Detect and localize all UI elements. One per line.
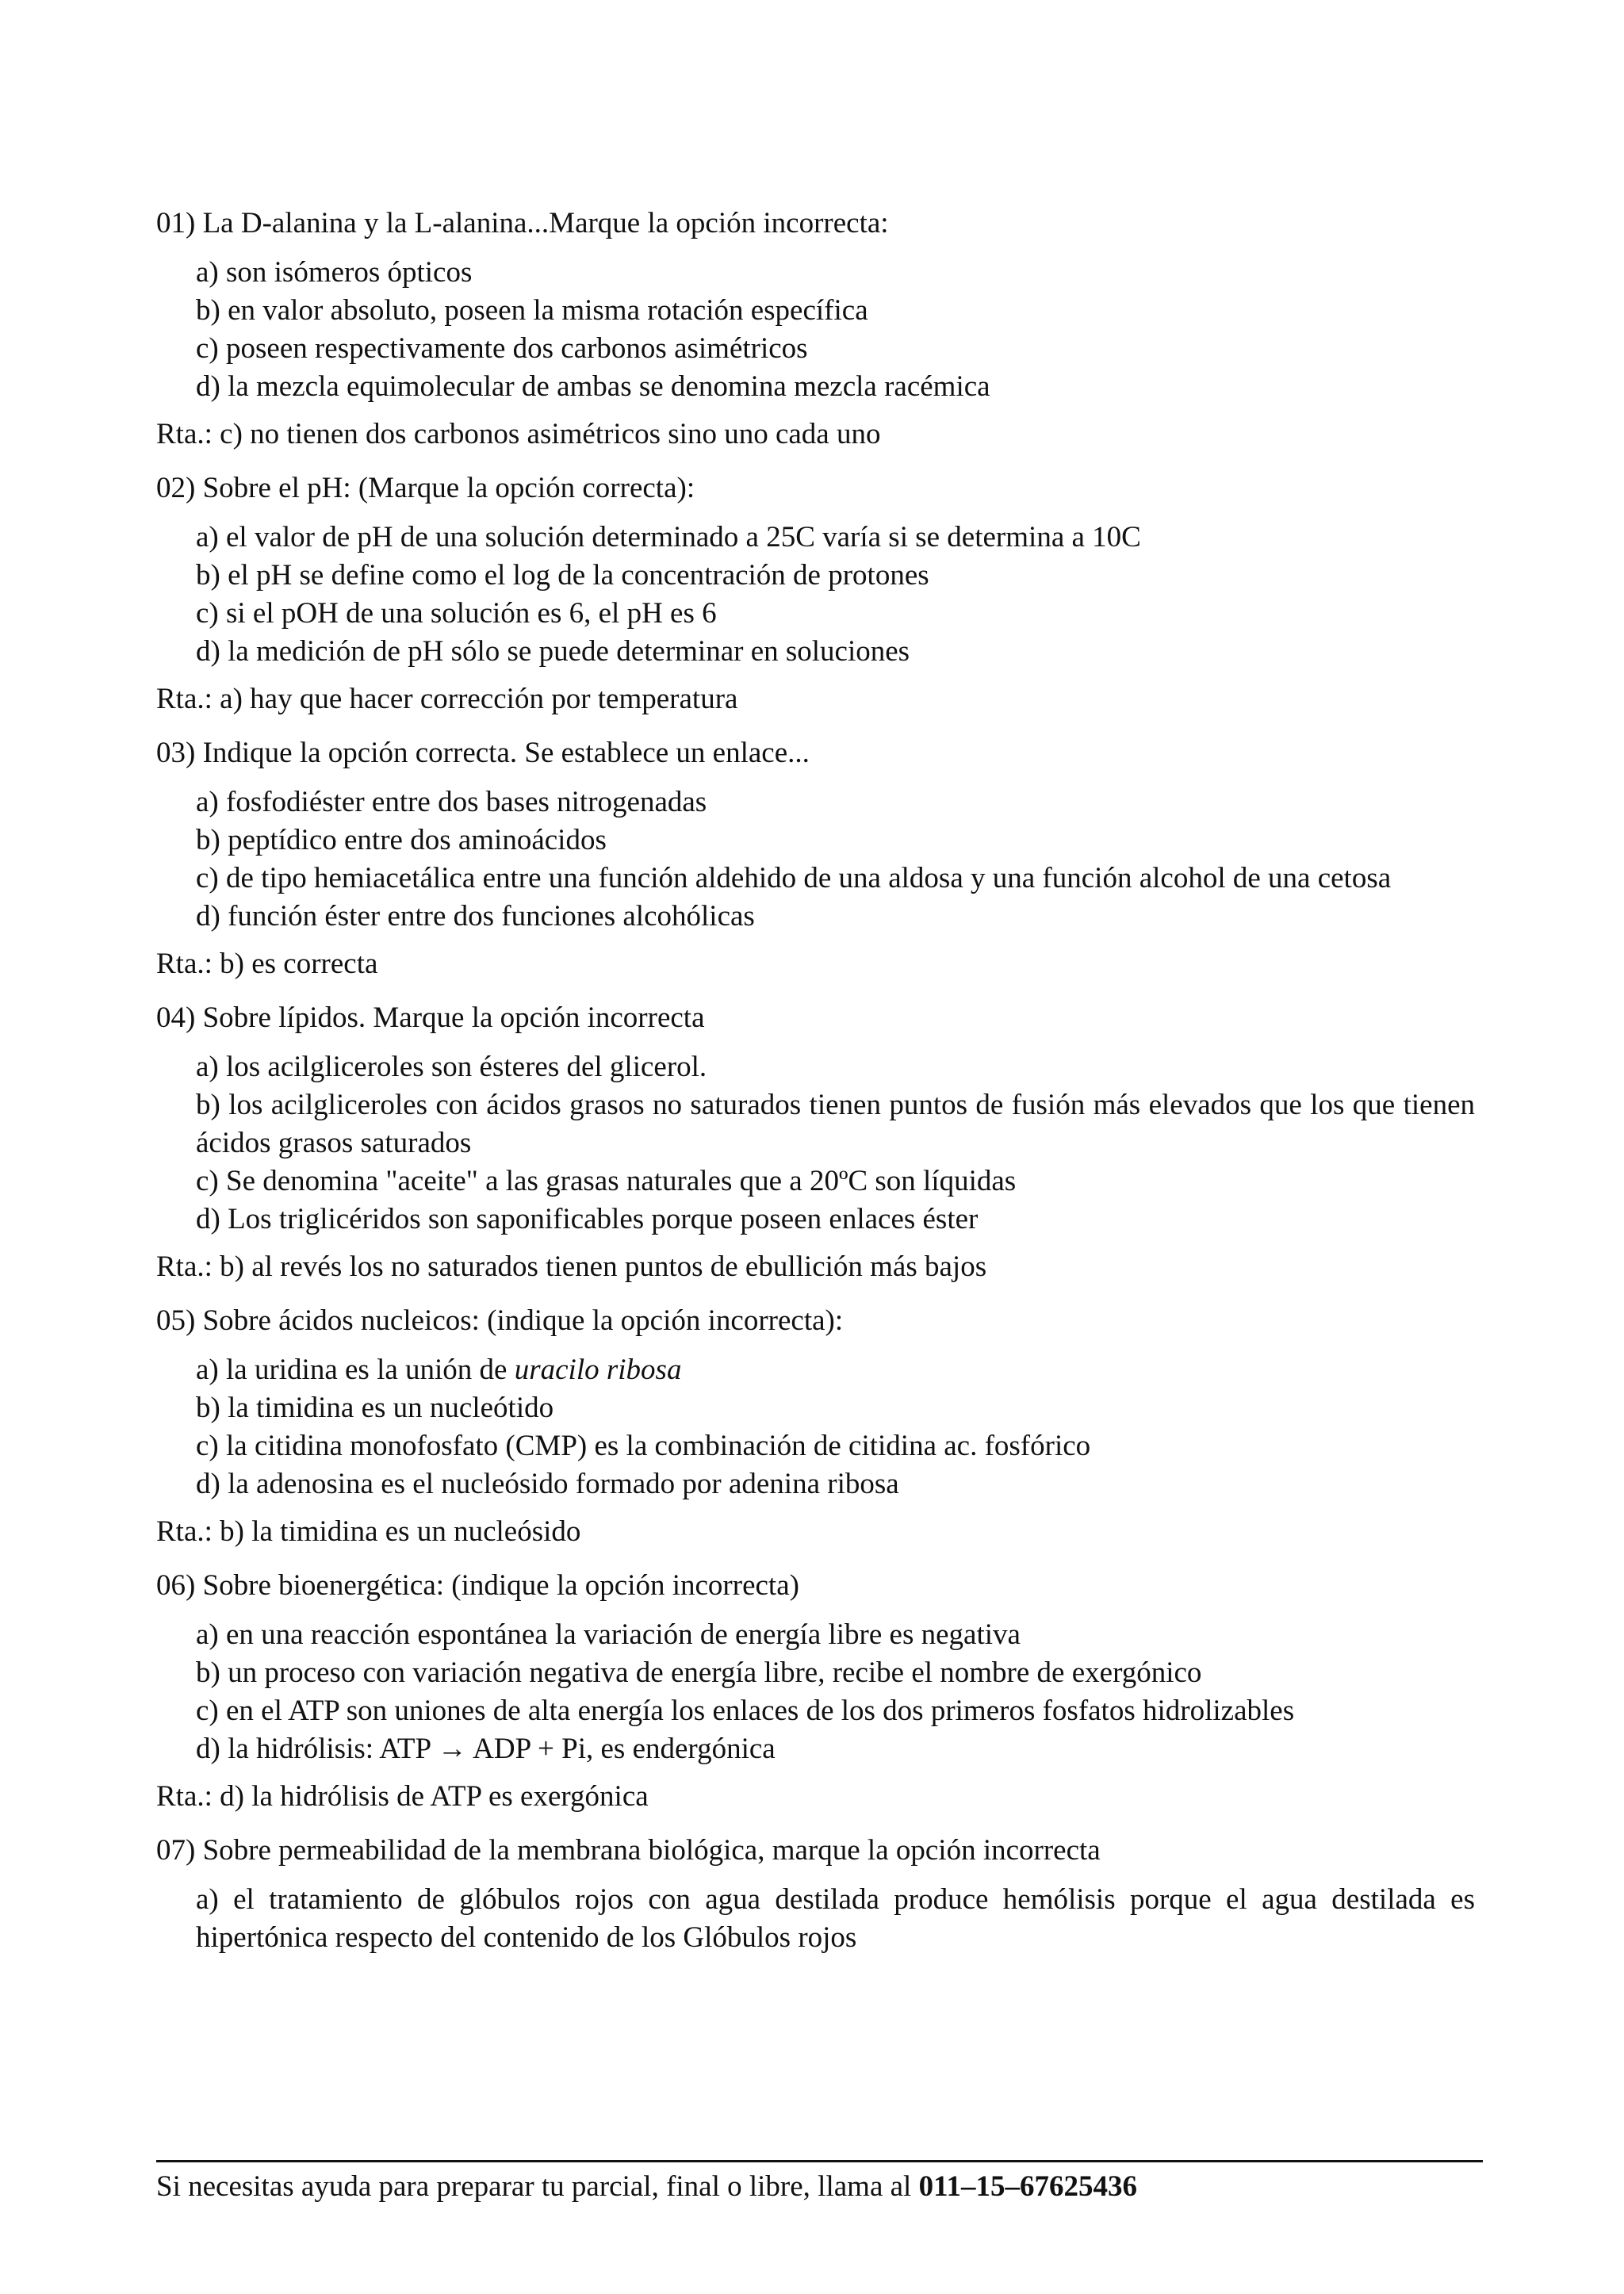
option-a-text: a) la uridina es la unión de (196, 1354, 515, 1386)
question-07 (156, 1832, 1475, 1957)
option-a: a) son isómeros ópticos (196, 256, 473, 289)
answer: Rta.: a) hay que hacer corrección por temperatura (156, 683, 738, 715)
option-d: d) la mezcla equimolecular de ambas se denomina mezcla racémica (196, 370, 990, 403)
option-a: a) los acilgliceroles son ésteres del glicerol. (196, 1051, 707, 1083)
option-a: a) en una reacción espontánea la variación de energía libre es negativa (196, 1618, 1021, 1651)
question-title: 02) Sobre el pH: (Marque la opción correcta): (156, 472, 695, 504)
question-04 (156, 999, 1475, 1286)
question-02 (156, 469, 1475, 718)
option-b: b) un proceso con variación negativa de energía libre, recibe el nombre de exergónico (196, 1656, 1202, 1689)
option-c: c) la citidina monofosfato (CMP) es la combinación de citidina ac. fosfórico (196, 1430, 1091, 1462)
answer: Rta.: c) no tienen dos carbonos asimétricos sino uno cada uno (156, 418, 881, 450)
option-list (156, 1616, 1475, 1768)
option-list (156, 1881, 1475, 1957)
option-b: b) el pH se define como el log de la concentración de protones (196, 559, 929, 592)
question-title: 03) Indique la opción correcta. Se establece un enlace... (156, 737, 810, 769)
option-b: b) los acilgliceroles con ácidos grasos no saturados tienen puntos de fusión más elevados que los que tienen ácidos grasos saturados (196, 1089, 1475, 1159)
option-list (156, 1351, 1475, 1503)
question-06 (156, 1567, 1475, 1816)
question-title: 01) La D-alanina y la L-alanina...Marque la opción incorrecta: (156, 207, 889, 239)
footer-divider (156, 2160, 1483, 2162)
option-c: c) de tipo hemiacetálica entre una función aldehido de una aldosa y una función alcohol de una cetosa (196, 862, 1392, 894)
option-a (196, 1351, 1475, 1389)
option-a-italic-text: uracilo ribosa (514, 1354, 682, 1386)
option-c: c) poseen respectivamente dos carbonos asimétricos (196, 332, 808, 365)
option-c: c) en el ATP son uniones de alta energía los enlaces de los dos primeros fosfatos hidrolizables (196, 1695, 1295, 1727)
question-title: 07) Sobre permeabilidad de la membrana biológica, marque la opción incorrecta (156, 1834, 1101, 1867)
answer: Rta.: d) la hidrólisis de ATP es exergónica (156, 1780, 649, 1813)
option-c: c) si el pOH de una solución es 6, el pH es 6 (196, 597, 717, 630)
option-c: c) Se denomina "aceite" a las grasas naturales que a 20ºC son líquidas (196, 1165, 1017, 1197)
option-list (156, 783, 1475, 936)
question-03 (156, 734, 1475, 983)
option-b: b) en valor absoluto, poseen la misma rotación específica (196, 294, 868, 327)
footer (156, 2168, 1137, 2206)
question-01 (156, 205, 1475, 454)
question-title: 06) Sobre bioenergética: (indique la opción incorrecta) (156, 1569, 799, 1602)
document-body (156, 205, 1475, 1957)
answer: Rta.: b) al revés los no saturados tienen puntos de ebullición más bajos (156, 1250, 987, 1283)
option-d: d) la medición de pH sólo se puede determinar en soluciones (196, 635, 910, 668)
option-a: a) el tratamiento de glóbulos rojos con agua destilada produce hemólisis porque el agua destilada es hipertónica respecto del contenido de los Glóbulos rojos (196, 1883, 1475, 1954)
option-d: d) la adenosina es el nucleósido formado por adenina ribosa (196, 1468, 899, 1500)
option-d: d) Los triglicéridos son saponificables porque poseen enlaces éster (196, 1203, 979, 1235)
footer-phone: 011–15–67625436 (918, 2170, 1138, 2203)
option-list (156, 1048, 1475, 1239)
option-a: a) fosfodiéster entre dos bases nitrogenadas (196, 786, 707, 818)
footer-text: Si necesitas ayuda para preparar tu parcial, final o libre, llama al (156, 2170, 919, 2203)
option-b: b) peptídico entre dos aminoácidos (196, 824, 607, 856)
answer: Rta.: b) la timidina es un nucleósido (156, 1515, 581, 1548)
option-d: d) función éster entre dos funciones alcohólicas (196, 900, 755, 933)
question-05 (156, 1302, 1475, 1551)
question-title: 04) Sobre lípidos. Marque la opción incorrecta (156, 1001, 705, 1034)
option-list (156, 254, 1475, 406)
option-d: d) la hidrólisis: ATP → ADP + Pi, es endergónica (196, 1733, 776, 1765)
option-list (156, 519, 1475, 671)
option-b: b) la timidina es un nucleótido (196, 1392, 554, 1424)
answer: Rta.: b) es correcta (156, 948, 378, 980)
option-a: a) el valor de pH de una solución determinado a 25C varía si se determina a 10C (196, 521, 1141, 553)
question-title: 05) Sobre ácidos nucleicos: (indique la opción incorrecta): (156, 1304, 844, 1337)
